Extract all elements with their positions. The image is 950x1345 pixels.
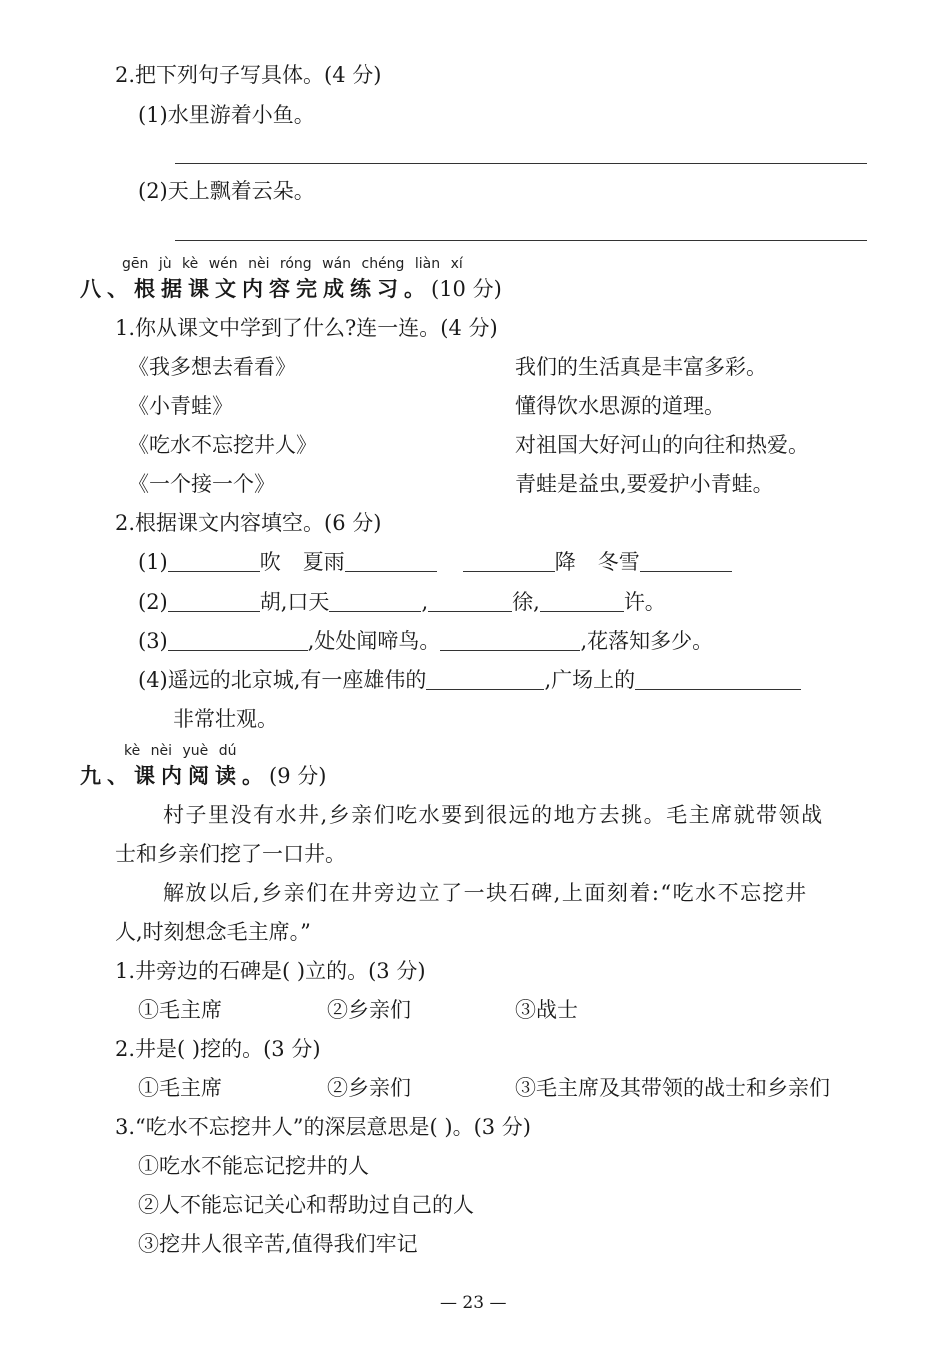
- fill-3-blank-a[interactable]: [168, 630, 308, 651]
- fill-2-blank-c[interactable]: [428, 591, 512, 612]
- section-9-score: (9 分): [269, 764, 327, 788]
- passage-para2-line2: 人,时刻想念毛主席。”: [115, 920, 311, 944]
- fill-1-blank-b[interactable]: [345, 551, 437, 572]
- fill-2-blank-b[interactable]: [329, 591, 421, 612]
- fill-3-blank-b[interactable]: [440, 630, 580, 651]
- fill-4-blank-a[interactable]: [426, 669, 544, 690]
- question-9-3-title: 3.“吃水不忘挖井人”的深层意思是( )。(3 分): [115, 1115, 531, 1139]
- section-9-pinyin: kè nèi yuè dú: [124, 743, 237, 759]
- fill-1-blank-c[interactable]: [463, 551, 555, 572]
- question-8-1-title: 1.你从课文中学到了什么?连一连。(4 分): [115, 316, 498, 340]
- q9-2-option-3[interactable]: ③毛主席及其带领的战士和乡亲们: [515, 1076, 830, 1100]
- fill-row-2: [138, 589, 666, 615]
- fill-1-text-b: 夏雨: [302, 550, 345, 574]
- fill-3-text-a: ,处处闻啼鸟。: [307, 629, 441, 653]
- q9-3-option-2[interactable]: ②人不能忘记关心和帮助过自己的人: [138, 1193, 474, 1217]
- match-right-1: 我们的生活真是丰富多彩。: [515, 355, 767, 379]
- fill-4-text-a: 遥远的北京城,有一座雄伟的: [167, 668, 427, 692]
- passage-para1-line2: 士和乡亲们挖了一口井。: [115, 842, 346, 866]
- fill-2-text-b: ,: [421, 590, 429, 614]
- fill-1-text-c: 降: [554, 550, 576, 574]
- fill-row-3: [138, 628, 713, 654]
- match-right-3: 对祖国大好河山的向往和热爱。: [515, 433, 809, 457]
- section-9-title: 九、课内阅读。: [80, 764, 269, 788]
- fill-3-text-b: ,花落知多少。: [580, 629, 714, 653]
- fill-row-4-cont: 非常壮观。: [173, 707, 278, 731]
- fill-4-text-b: ,广场上的: [544, 668, 636, 692]
- fill-1-text-a: 吹: [259, 550, 281, 574]
- match-left-1: 《我多想去看看》: [128, 355, 296, 379]
- section-8-heading: [80, 276, 502, 302]
- section-8-pinyin: gēn jù kè wén nèi róng wán chéng liàn xí: [122, 256, 463, 272]
- match-left-2: 《小青蛙》: [128, 394, 233, 418]
- sentence-7-2-1: (1)水里游着小鱼。: [138, 103, 315, 127]
- fill-2-text-d: 许。: [623, 590, 666, 614]
- q9-1-option-1[interactable]: ①毛主席: [138, 998, 222, 1022]
- fill-2-num: (2): [138, 590, 168, 614]
- q9-1-option-3[interactable]: ③战士: [515, 998, 578, 1022]
- q9-3-option-3[interactable]: ③挖井人很辛苦,值得我们牢记: [138, 1232, 418, 1256]
- section-8-score: (10 分): [431, 277, 502, 301]
- fill-2-text-c: 徐,: [512, 590, 540, 614]
- fill-1-num: (1): [138, 550, 168, 574]
- sentence-7-2-2: (2)天上飘着云朵。: [138, 179, 315, 203]
- fill-1-text-d: 冬雪: [597, 550, 640, 574]
- match-right-2: 懂得饮水思源的道理。: [515, 394, 725, 418]
- fill-1-blank-a[interactable]: [168, 551, 260, 572]
- fill-1-blank-d[interactable]: [640, 551, 732, 572]
- answer-line-7-2-1[interactable]: [175, 163, 867, 164]
- match-left-3: 《吃水不忘挖井人》: [128, 433, 317, 457]
- section-9-heading: [80, 763, 326, 789]
- fill-4-num: (4): [138, 668, 168, 692]
- fill-row-4: [138, 667, 801, 693]
- question-7-2-title: 2.把下列句子写具体。(4 分): [115, 63, 382, 87]
- match-left-4: 《一个接一个》: [128, 472, 275, 496]
- q9-1-option-2[interactable]: ②乡亲们: [327, 998, 411, 1022]
- match-right-4: 青蛙是益虫,要爱护小青蛙。: [515, 472, 774, 496]
- passage-para1-line1: 村子里没有水井,乡亲们吃水要到很远的地方去挑。毛主席就带领战: [163, 803, 824, 827]
- fill-row-1: [138, 549, 732, 575]
- fill-4-blank-b[interactable]: [635, 669, 801, 690]
- question-9-1-title: 1.井旁边的石碑是( )立的。(3 分): [115, 959, 426, 983]
- question-9-2-title: 2.井是( )挖的。(3 分): [115, 1037, 321, 1061]
- fill-2-blank-a[interactable]: [168, 591, 260, 612]
- fill-2-text-a: 胡,口天: [259, 590, 330, 614]
- q9-3-option-1[interactable]: ①吃水不能忘记挖井的人: [138, 1154, 369, 1178]
- fill-2-blank-d[interactable]: [540, 591, 624, 612]
- answer-line-7-2-2[interactable]: [175, 240, 867, 241]
- question-8-2-title: 2.根据课文内容填空。(6 分): [115, 511, 382, 535]
- section-8-title: 八、根据课文内容完成练习。: [80, 277, 431, 301]
- passage-para2-line1: 解放以后,乡亲们在井旁边立了一块石碑,上面刻着:“吃水不忘挖井: [163, 881, 808, 905]
- q9-2-option-1[interactable]: ①毛主席: [138, 1076, 222, 1100]
- fill-3-num: (3): [138, 629, 168, 653]
- q9-2-option-2[interactable]: ②乡亲们: [327, 1076, 411, 1100]
- page-number: — 23 —: [440, 1293, 507, 1313]
